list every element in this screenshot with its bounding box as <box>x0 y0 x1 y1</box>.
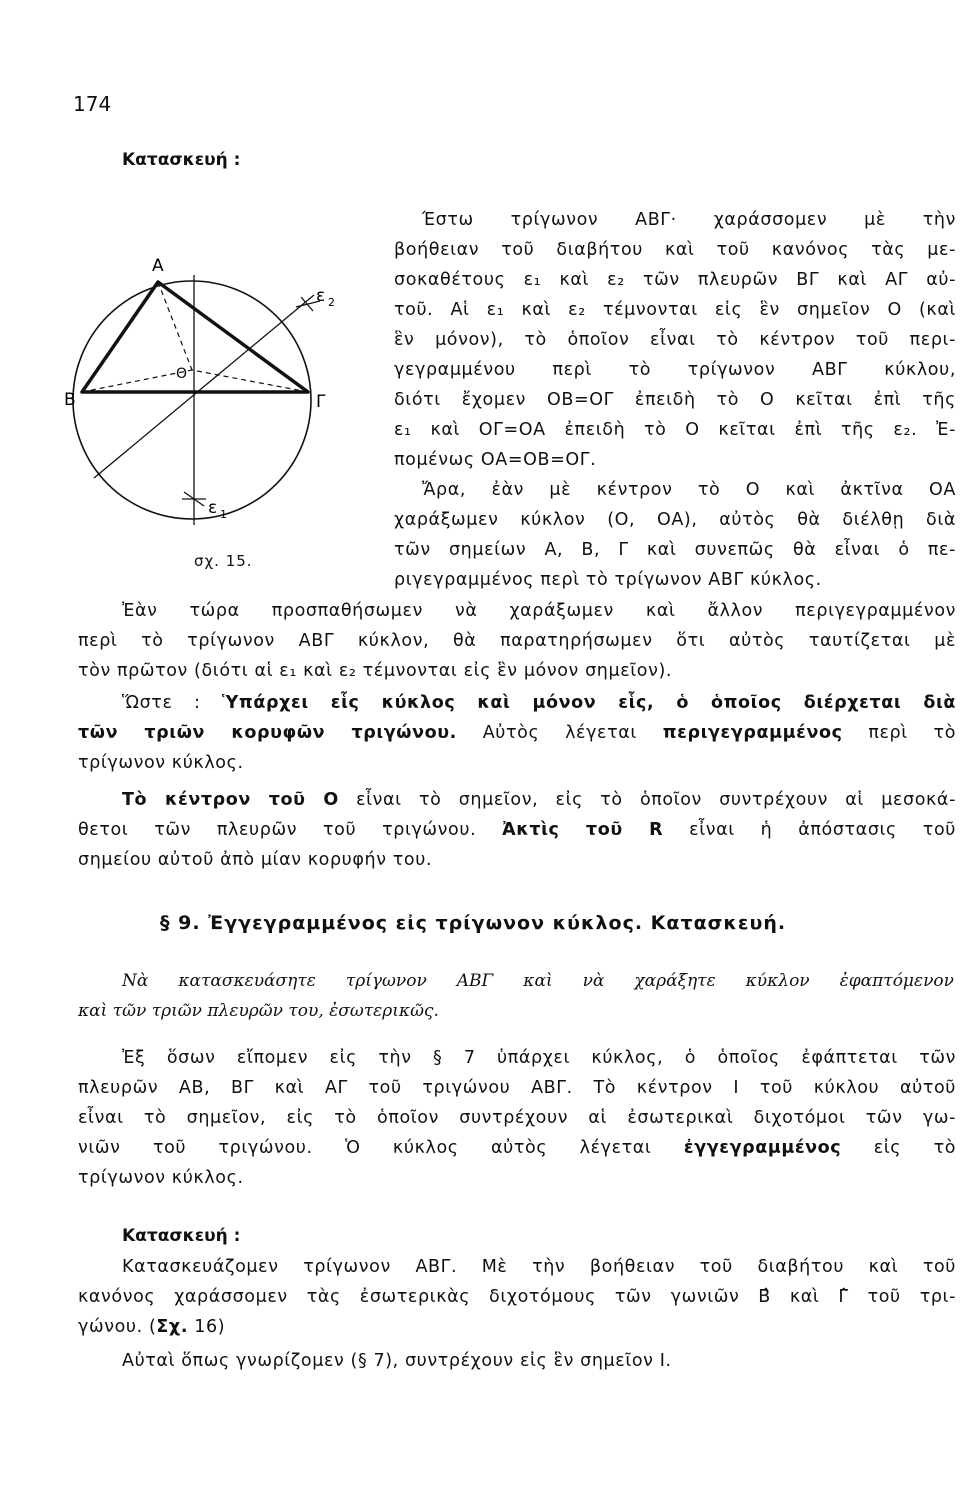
circumscribed-circle <box>73 281 311 519</box>
center-definition-rest: εἶναι τὸ σημεῖον, εἰς τὸ ὁποῖον συντρέχουν αἱ μεσοκά- <box>356 790 956 810</box>
term-inscribed: ἐγγεγραμμένος <box>683 1138 842 1158</box>
text-line: Ἐξ ὅσων εἴπομεν εἰς τὴν § 7 ὑπάρχει κύκλος, ὁ ὁποῖος ἐφάπτεται τῶν <box>122 1048 956 1068</box>
line-2a: θετοι τῶν πλευρῶν τοῦ τριγώνου. <box>78 820 477 840</box>
text-line <box>78 688 956 718</box>
theorem-bold-1: Ὑπάρχει εἷς κύκλος καὶ μόνον εἷς, ὁ ὁποῖος διέρχεται διὰ <box>222 693 956 713</box>
paragraph-3 <box>78 596 956 686</box>
text-line: ριγεγραμμένος περὶ τὸ τρίγωνον ΑΒΓ κύκλος. <box>394 570 822 590</box>
label-e2-sub: 2 <box>328 296 335 309</box>
text-line <box>78 1312 956 1342</box>
triangle-abg <box>82 282 308 392</box>
text-line: χαράξωμεν κύκλον (Ο, ΟΑ), αὐτὸς θὰ διέλθῃ διὰ <box>394 510 956 530</box>
text-line: τὸν πρῶτον (διότι αἱ ε₁ καὶ ε₂ τέμνονται εἰς ἓν μόνον σημεῖον). <box>78 661 673 681</box>
arc-marks <box>182 297 320 506</box>
theorem-prefix: Ὥστε : <box>122 693 201 713</box>
text-line <box>78 1133 956 1163</box>
theorem-bold-2: τῶν τριῶν κορυφῶν τριγώνου. <box>78 723 457 743</box>
text-line: Κατασκευάζομεν τρίγωνον ΑΒΓ. Μὲ τὴν βοήθειαν τοῦ διαβήτου καὶ τοῦ <box>122 1257 956 1277</box>
paragraph-7 <box>78 1252 956 1342</box>
paragraph-6 <box>78 1043 956 1193</box>
text-line: Αὐταὶ ὅπως γνωρίζομεν (§ 7), συντρέχουν εἰς ἓν σημεῖον Ι. <box>122 1351 672 1371</box>
text-line: Νὰ κατασκευάσητε τρίγωνον ΑΒΓ καὶ νὰ χαράξητε κύκλον ἐφαπτόμενον <box>122 971 954 991</box>
paragraph-4-theorem <box>78 688 956 778</box>
text-line: Ἐὰν τώρα προσπαθήσωμεν νὰ χαράξωμεν καὶ ἄλλον περιγεγραμμένον <box>122 601 956 621</box>
page-number: 174 <box>73 92 112 116</box>
text-line: διότι ἔχομεν ΟΒ=ΟΓ ἐπειδὴ τὸ Ο κεῖται ἐπὶ τῆς <box>394 390 956 410</box>
text-line: σημείου αὐτοῦ ἀπὸ μίαν κορυφήν του. <box>78 850 433 870</box>
paragraph-5 <box>78 785 956 875</box>
radius-definition-bold: Ἀκτὶς τοῦ R <box>502 820 664 840</box>
line-3b: 16) <box>188 1317 226 1337</box>
term-circumscribed: περιγεγραμμένος <box>662 723 843 743</box>
text-line: τρίγωνον κύκλος. <box>78 753 244 773</box>
text-line: κανόνος χαράσσομεν τὰς ἐσωτερικὰς διχοτόμους τῶν γωνιῶν Β̂ καὶ Γ̂ τοῦ τρι- <box>78 1287 956 1307</box>
text-line: καὶ τῶν τριῶν πλευρῶν του, ἐσωτερικῶς. <box>78 1001 439 1021</box>
section-9-title: § 9. Ἐγγεγραμμένος εἰς τρίγωνον κύκλος. Κατασκευή. <box>160 912 787 934</box>
text-line <box>78 718 956 748</box>
text-line <box>78 785 956 815</box>
construction-heading: Κατασκευή : <box>122 150 241 170</box>
text-line: πομένως ΟΑ=ΟΒ=ΟΓ. <box>394 450 597 470</box>
text-line <box>78 815 956 845</box>
center-definition-bold: Τὸ κέντρον τοῦ Ο <box>122 790 339 810</box>
text-line: βοήθειαν τοῦ διαβήτου καὶ τοῦ κανόνος τὰς με- <box>394 240 956 260</box>
text-line: τῶν σημείων Α, Β, Γ καὶ συνεπῶς θὰ εἶναι ὁ πε- <box>394 540 956 560</box>
paragraph-1 <box>394 205 956 475</box>
text-line: σοκαθέτους ε₁ καὶ ε₂ τῶν πλευρῶν ΒΓ καὶ ΑΓ αὐ- <box>394 270 956 290</box>
text-line: Έστω τρίγωνον ΑΒΓ· χαράσσομεν μὲ τὴν <box>422 210 956 230</box>
text-line: εἶναι τὸ σημεῖον, εἰς τὸ ὁποῖον συντρέχουν αἱ ἐσωτερικαὶ διχοτόμοι τῶν γω- <box>78 1108 956 1128</box>
line-4b: εἰς τὸ <box>873 1138 957 1158</box>
label-o: O <box>176 366 188 382</box>
label-g: Γ <box>316 392 326 412</box>
text-line: τοῦ. Αἱ ε₁ καὶ ε₂ τέμνονται εἰς ἓν σημεῖον Ο (καὶ <box>394 300 956 320</box>
text-line: γεγραμμένου περὶ τὸ τρίγωνον ΑΒΓ κύκλου, <box>394 360 956 380</box>
problem-statement <box>78 966 954 1026</box>
label-e1: ε <box>208 498 218 518</box>
paragraph-8 <box>78 1346 956 1376</box>
text-line: περὶ τὸ τρίγωνον ΑΒΓ κύκλον, θὰ παρατηρήσωμεν ὅτι αὐτὸς ταυτίζεται μὲ <box>78 631 956 651</box>
figure-15-circumscribed-circle <box>58 245 348 590</box>
text-line: ε₁ καὶ ΟΓ=ΟΑ ἐπειδὴ τὸ Ο κεῖται ἐπὶ τῆς ε₂. Ἐ- <box>394 420 956 440</box>
label-b: B <box>64 390 76 410</box>
label-e2: ε <box>316 286 326 306</box>
text-line: Ἄρα, ἐὰν μὲ κέντρον τὸ Ο καὶ ἀκτῖνα ΟΑ <box>422 480 956 500</box>
label-e1-sub: 1 <box>220 508 227 521</box>
text-line: ἓν μόνον), τὸ ὁποῖον εἶναι τὸ κέντρον τοῦ περι- <box>394 330 956 350</box>
line-3a: γώνου. ( <box>78 1317 157 1337</box>
line-4a: νιῶν τοῦ τριγώνου. Ὁ κύκλος αὐτὸς λέγεται <box>78 1138 652 1158</box>
figure-ref: Σχ. <box>156 1317 189 1337</box>
construction-heading-2: Κατασκευή : <box>122 1226 241 1246</box>
label-a: A <box>152 256 164 276</box>
line-2b: εἶναι ἡ ἀπόστασις τοῦ <box>689 820 956 840</box>
paragraph-2 <box>394 475 956 595</box>
figure-caption: σχ. 15. <box>194 552 253 570</box>
theorem-rest-a: Αὐτὸς λέγεται <box>482 723 637 743</box>
theorem-rest-b: περὶ τὸ <box>868 723 956 743</box>
text-line: πλευρῶν ΑΒ, ΒΓ καὶ ΑΓ τοῦ τριγώνου ΑΒΓ. Τὸ κέντρον Ι τοῦ κύκλου αὐτοῦ <box>78 1078 956 1098</box>
text-line: τρίγωνον κύκλος. <box>78 1168 244 1188</box>
